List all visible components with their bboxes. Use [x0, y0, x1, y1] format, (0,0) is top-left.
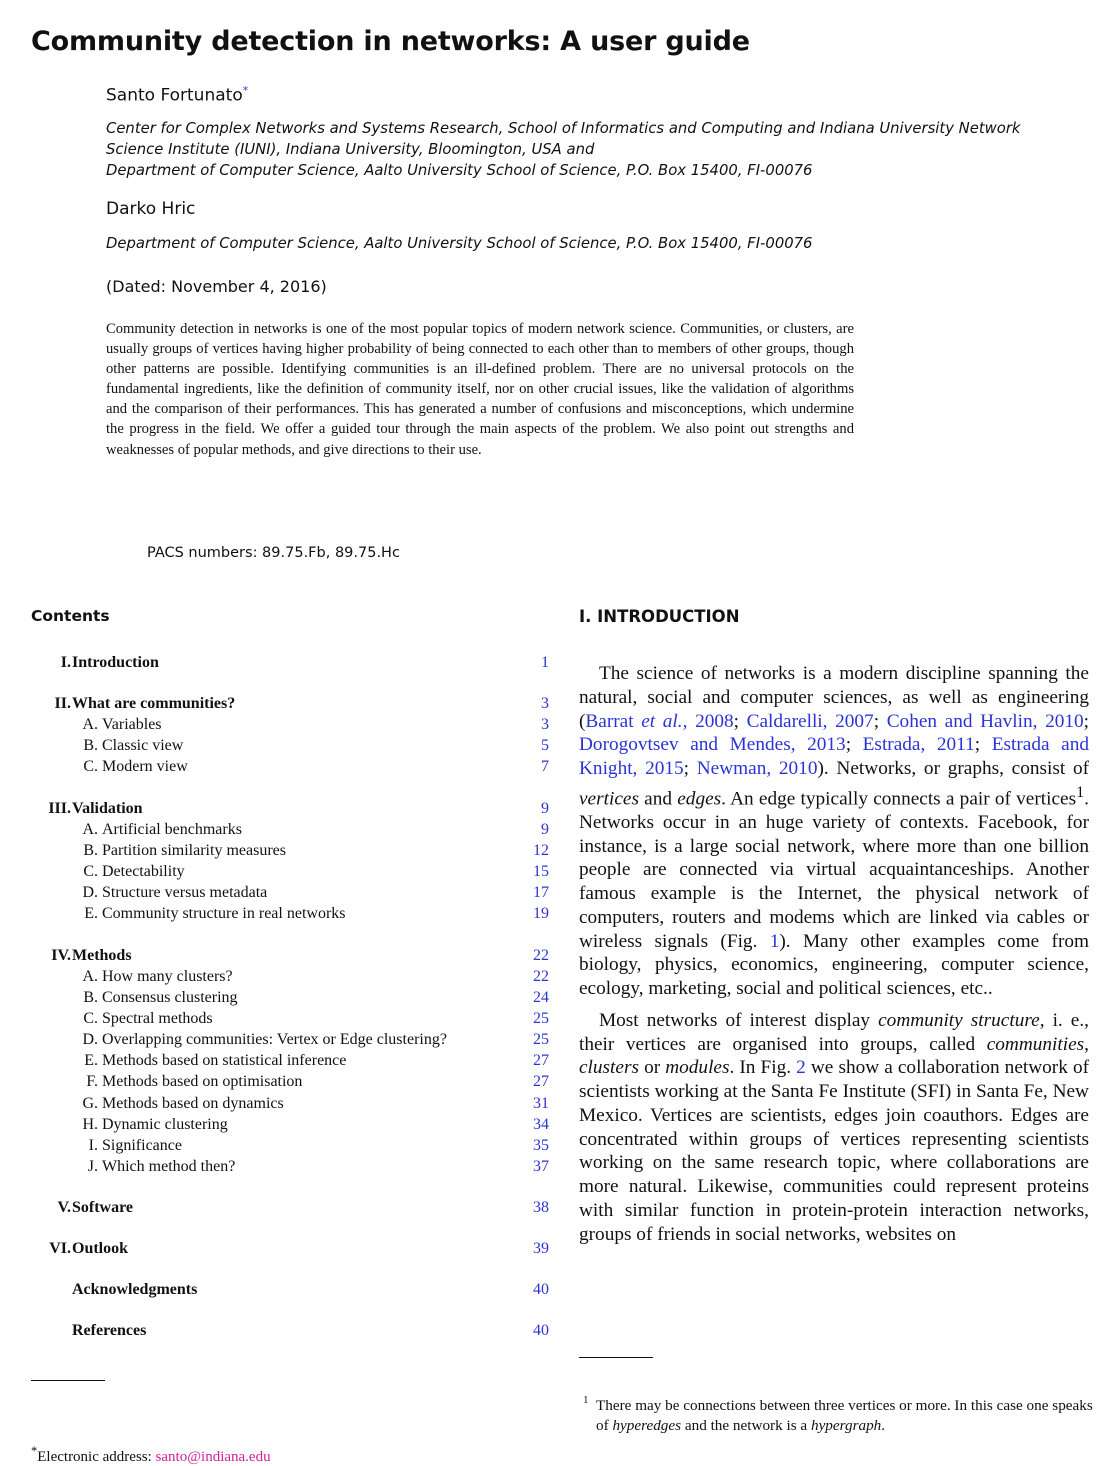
footnote-1-text	[596, 1396, 1093, 1435]
toc-subsection-entry[interactable]	[31, 1114, 549, 1135]
toc-subsection-title: Overlapping communities: Vertex or Edge clustering?	[102, 1031, 447, 1049]
body-text: ;	[733, 710, 747, 732]
citation-link[interactable]: 1	[769, 930, 780, 952]
toc-page-link[interactable]: 38	[533, 1199, 549, 1217]
emphasis-text: clusters	[579, 1057, 639, 1079]
citation-link[interactable]: Estrada and Knight, 2015	[579, 734, 1089, 779]
toc-page-link[interactable]: 3	[541, 695, 549, 712]
body-text: . In Fig.	[729, 1057, 797, 1079]
toc-subsection-title: Modern view	[102, 758, 188, 776]
paper-title: Community detection in networks: A user guide	[31, 26, 750, 57]
toc-section-title: Introduction	[72, 654, 159, 671]
toc-subsection-letter: A.	[82, 967, 98, 985]
citation-link[interactable]: 2	[796, 1057, 806, 1079]
toc-gap	[31, 673, 549, 693]
toc-section-title: Methods	[72, 946, 132, 964]
body-text: Most networks of interest display	[599, 1009, 879, 1031]
toc-subsection-entry[interactable]	[31, 819, 549, 840]
toc-section-title: Validation	[72, 799, 143, 817]
toc-section-title: Outlook	[72, 1240, 129, 1258]
contents-heading: Contents	[31, 607, 110, 625]
toc-subsection-entry[interactable]	[31, 987, 549, 1008]
citation-link[interactable]: , 2008	[682, 710, 734, 732]
toc-page-link[interactable]: 25	[533, 1009, 549, 1027]
footnote-rule-right	[579, 1357, 653, 1358]
toc-page-link[interactable]: 27	[533, 1052, 549, 1070]
toc-section-entry[interactable]	[31, 652, 549, 673]
toc-page-link[interactable]: 3	[541, 716, 549, 733]
toc-section-entry[interactable]	[31, 945, 549, 966]
toc-subsection-letter: H.	[82, 1115, 98, 1133]
toc-gap	[31, 778, 549, 798]
body-text: ). Many other examples come from biology, physics, economics, engineering, computer science, ecology, marketing, social and political sciences, etc..	[579, 930, 1089, 1000]
emphasis-text: community structure	[878, 1009, 1040, 1031]
toc-subsection-letter: F.	[86, 1073, 98, 1091]
toc-page-link[interactable]: 5	[541, 737, 549, 755]
emphasis-text: hyperedges	[612, 1416, 682, 1434]
body-text: and the network is a	[681, 1416, 811, 1434]
affiliation-line: Department of Computer Science, Aalto University School of Science, P.O. Box 15400, FI-00076	[106, 235, 813, 252]
toc-page-link[interactable]: 25	[533, 1031, 549, 1049]
toc-subsection-title: Variables	[102, 716, 162, 733]
body-text: ,	[1084, 1033, 1089, 1055]
emphasis-text: hypergraph	[810, 1416, 882, 1434]
toc-subsection-letter: B.	[83, 737, 98, 755]
body-text: .	[881, 1416, 886, 1434]
pacs-numbers: PACS numbers: 89.75.Fb, 89.75.Hc	[147, 545, 400, 561]
citation-link[interactable]: Dorogovtsev and Mendes, 2013	[579, 734, 846, 756]
toc-subsection-entry[interactable]	[31, 1050, 549, 1071]
email-link[interactable]: santo@indiana.edu	[155, 1449, 271, 1465]
toc-page-link[interactable]: 31	[533, 1094, 549, 1112]
toc-page-link[interactable]: 12	[533, 841, 549, 859]
body-text: ). Networks, or graphs, consist of	[817, 758, 1090, 779]
toc-section-number: IV.	[51, 946, 71, 964]
toc-subsection-title: Classic view	[102, 737, 184, 755]
body-text: . Networks occur in an huge variety of contexts. Facebook, for instance, is a large social network, where more than one billion people are connected via virtual acquaintanceships. Another famous example is the Internet, the physical network of computers, routers and modems which are linked via cables or wireless signals (Fig.	[579, 788, 1089, 952]
toc-subsection-title: Structure versus metadata	[102, 884, 268, 902]
author-1-name: Santo Fortunato	[106, 85, 243, 106]
footnote-label: Electronic address:	[37, 1449, 156, 1465]
citation-link[interactable]: Cohen and Havlin, 2010	[886, 710, 1084, 732]
body-text: ;	[1083, 710, 1089, 732]
toc-section-number: VI.	[49, 1240, 71, 1258]
citation-link[interactable]: Estrada, 2011	[862, 734, 975, 756]
toc-subsection-title: Consensus clustering	[102, 988, 238, 1006]
footnote-1-mark: 1	[583, 1394, 589, 1406]
toc-subsection-letter: C.	[83, 1009, 98, 1027]
body-text: There may be connections between three vertices or more. In this case one speaks of	[596, 1397, 1093, 1434]
toc-subsection-letter: D.	[82, 1031, 98, 1049]
emphasis-text: modules	[665, 1057, 730, 1079]
toc-subsection-letter: E.	[84, 1052, 98, 1070]
toc-subsection-letter: I.	[88, 1137, 98, 1154]
toc-gap	[31, 1177, 549, 1197]
emphasis-text: edges	[677, 788, 722, 810]
emphasis-text: vertices	[579, 788, 639, 810]
toc-subsection-title: Significance	[102, 1137, 182, 1154]
affiliation-line: Science Institute (IUNI), Indiana University, Bloomington, USA and	[106, 141, 595, 158]
affiliation-line: Center for Complex Networks and Systems Research, School of Informatics and Computing and Indiana University Network	[106, 120, 1021, 137]
toc-subsection-entry[interactable]	[31, 714, 549, 735]
toc-subsection-entry[interactable]	[31, 903, 549, 924]
toc-section-title: References	[72, 1322, 147, 1340]
body-text: ;	[845, 734, 863, 756]
body-text: ;	[974, 734, 992, 756]
body-text: and	[638, 788, 678, 810]
toc-subsection-entry[interactable]	[31, 1071, 549, 1092]
footnote-mark: *	[31, 1444, 38, 1458]
body-text: ;	[873, 710, 887, 732]
toc-subsection-letter: G.	[82, 1094, 98, 1112]
footnote-1	[583, 1396, 1093, 1435]
toc-subsection-entry[interactable]	[31, 840, 549, 861]
toc-subsection-title: Spectral methods	[102, 1009, 213, 1027]
toc-subsection-title: Partition similarity measures	[102, 841, 286, 859]
author-1	[106, 84, 248, 106]
toc-page-link[interactable]: 34	[533, 1115, 549, 1133]
toc-page-link[interactable]: 7	[541, 758, 549, 776]
toc-subsection-letter: C.	[83, 862, 98, 880]
toc-page-link[interactable]: 9	[541, 820, 549, 838]
toc-page-link[interactable]: 40	[533, 1322, 549, 1340]
citation-link[interactable]: et al.	[641, 710, 683, 732]
toc-section-entry[interactable]	[31, 693, 549, 714]
toc-subsection-letter: A.	[82, 820, 98, 838]
toc-subsection-entry[interactable]	[31, 1156, 549, 1177]
toc-section-number: V.	[57, 1199, 71, 1217]
introduction-body	[579, 662, 1089, 1246]
toc-subsection-title: Community structure in real networks	[102, 905, 346, 923]
toc-page-link[interactable]: 37	[533, 1158, 549, 1176]
toc-subsection-letter: J.	[87, 1158, 98, 1176]
toc-section-title: Acknowledgments	[72, 1281, 198, 1299]
footnote-electronic-address	[31, 1444, 271, 1466]
body-text: , i. e., their vertices are organised into groups, called	[579, 1009, 1089, 1055]
toc-subsection-title: Detectability	[102, 862, 185, 880]
toc-section-entry[interactable]	[31, 1238, 549, 1259]
citation-link[interactable]: Newman, 2010	[696, 758, 818, 779]
toc-subsection-title: Which method then?	[102, 1158, 236, 1176]
abstract: Community detection in networks is one of the most popular topics of modern network science. Communities, or clusters, are usually groups of vertices having higher probability of being connected to each other than to members of other groups, though other patterns are possible. Identifying communities is an ill-defined problem. There are no universal protocols on the fundamental ingredients, like the definition of community itself, nor on other crucial issues, like the validation of algorithms and the comparison of their performances. This has generated a number of confusions and misconceptions, which undermine the progress in the field. We offer a guided tour through the main aspects of the problem. We also point out strengths and weaknesses of popular methods, and give directions to their use.	[106, 321, 854, 458]
author-1-affiliation	[106, 118, 1106, 181]
toc-section-title: What are communities?	[72, 695, 236, 712]
body-text: or	[638, 1057, 666, 1079]
author-2	[106, 199, 195, 219]
toc-subsection-title: Methods based on optimisation	[102, 1073, 303, 1091]
intro-paragraph	[579, 1009, 1089, 1247]
body-text: The science of networks is a modern discipline spanning the natural, social and computer sciences, as well as engineering (	[579, 663, 1089, 732]
toc-subsection-entry[interactable]	[31, 1008, 549, 1029]
date-line: (Dated: November 4, 2016)	[106, 277, 327, 296]
toc-gap	[31, 1218, 549, 1238]
body-text: ;	[683, 758, 697, 779]
toc-subsection-entry[interactable]	[31, 735, 549, 756]
toc-page-link[interactable]: 22	[533, 967, 549, 985]
toc-subsection-entry[interactable]	[31, 861, 549, 882]
table-of-contents	[31, 652, 549, 1341]
body-text: we show a collaboration network of scientists working at the Santa Fe Institute (SFI) in Santa Fe, New Mexico. Vertices are scientists, edges join coauthors. Edges are concentrated within groups of vertices representing scientists working on the same research topic, where collaborations are more natural. Likewise, communities could represent proteins with similar function in protein-protein interaction networks, groups of friends in social networks, websites on	[579, 1057, 1090, 1245]
body-text: . An edge typically connects a pair of vertices	[721, 788, 1077, 810]
toc-section-entry[interactable]	[31, 1197, 549, 1218]
toc-page-link[interactable]: 1	[541, 654, 549, 671]
toc-subsection-entry[interactable]	[31, 1135, 549, 1156]
toc-subsection-letter: B.	[83, 988, 98, 1006]
toc-subsection-letter: D.	[82, 884, 98, 902]
citation-link[interactable]: Barrat	[585, 710, 642, 732]
footnote-ref[interactable]: 1	[1076, 783, 1085, 801]
author-1-footnote-mark[interactable]: *	[242, 84, 249, 97]
citation-link[interactable]: Caldarelli, 2007	[746, 710, 874, 732]
toc-page-link[interactable]: 19	[533, 905, 549, 923]
toc-gap	[31, 925, 549, 945]
toc-page-link[interactable]: 17	[533, 884, 549, 902]
footnote-rule-left	[31, 1380, 105, 1381]
toc-subsection-entry[interactable]	[31, 1093, 549, 1114]
toc-page-link[interactable]: 22	[533, 946, 549, 964]
toc-page-link[interactable]: 15	[533, 862, 549, 880]
toc-subsection-title: Methods based on statistical inference	[102, 1052, 347, 1070]
toc-section-entry[interactable]	[31, 798, 549, 819]
toc-subsection-title: How many clusters?	[102, 967, 233, 985]
toc-section-number: I.	[60, 654, 71, 671]
toc-subsection-letter: B.	[83, 841, 98, 859]
toc-subsection-title: Methods based on dynamics	[102, 1094, 284, 1112]
toc-subsection-entry[interactable]	[31, 882, 549, 903]
toc-subsection-entry[interactable]	[31, 966, 549, 987]
toc-section-number: II.	[54, 695, 71, 712]
toc-section-number: III.	[48, 799, 71, 817]
toc-section-entry[interactable]	[31, 1279, 549, 1300]
toc-section-entry[interactable]	[31, 1320, 549, 1341]
toc-subsection-entry[interactable]	[31, 756, 549, 777]
toc-page-link[interactable]: 9	[541, 799, 549, 817]
toc-page-link[interactable]: 27	[533, 1073, 549, 1091]
toc-page-link[interactable]: 24	[533, 988, 549, 1006]
toc-subsection-title: Dynamic clustering	[102, 1115, 228, 1133]
toc-page-link[interactable]: 40	[533, 1281, 549, 1299]
toc-page-link[interactable]: 39	[533, 1240, 549, 1258]
toc-section-title: Software	[72, 1199, 134, 1217]
toc-gap	[31, 1300, 549, 1320]
toc-subsection-entry[interactable]	[31, 1029, 549, 1050]
author-2-name: Darko Hric	[106, 199, 196, 219]
toc-subsection-letter: C.	[83, 758, 98, 776]
toc-subsection-title: Artificial benchmarks	[102, 820, 242, 838]
emphasis-text: communities	[986, 1033, 1085, 1055]
toc-gap	[31, 1259, 549, 1279]
intro-paragraph	[579, 662, 1089, 1001]
toc-subsection-letter: E.	[84, 905, 98, 923]
affiliation-line: Department of Computer Science, Aalto University School of Science, P.O. Box 15400, FI-00076	[106, 162, 813, 179]
toc-subsection-letter: A.	[82, 716, 98, 733]
author-2-affiliation	[106, 233, 1106, 254]
introduction-heading: I. INTRODUCTION	[579, 607, 740, 626]
toc-page-link[interactable]: 35	[533, 1137, 549, 1154]
